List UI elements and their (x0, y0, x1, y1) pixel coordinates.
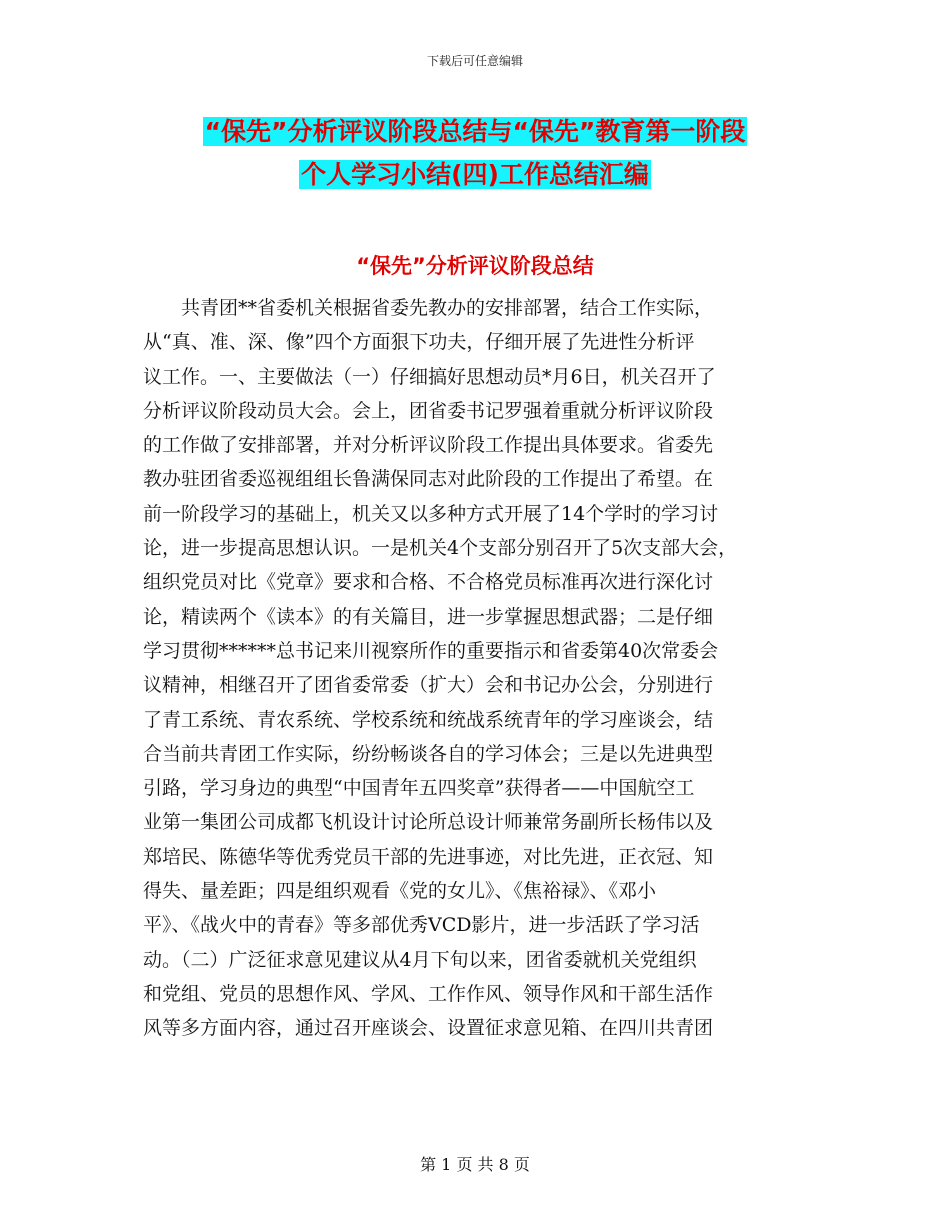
title-line-2-text: 个人学习小结(四)工作总结汇编 (301, 160, 649, 189)
body-line: 论，精读两个《读本》的有关篇目，进一步掌握思想武器；二是仔细 (143, 605, 714, 628)
body-line: 郑培民、陈德华等优秀党员干部的先进事迹，对比先进，正衣冠、知 (143, 845, 714, 868)
body-line: 引路，学习身边的典型“中国青年五四奖章”获得者——中国航空工 (143, 777, 695, 800)
body-line: 议工作。一、主要做法（一）仔细搞好思想动员*月6日，机关召开了 (143, 365, 716, 388)
title-line-2 (0, 153, 950, 196)
body-line: 组织党员对比《党章》要求和合格、不合格党员标准再次进行深化讨 (143, 571, 714, 594)
body-paragraph (143, 291, 823, 1046)
body-line: 和党组、党员的思想作风、学风、工作作风、领导作风和干部生活作 (143, 982, 714, 1005)
body-line: 业第一集团公司成都飞机设计讨论所总设计师兼常务副所长杨伟以及 (143, 811, 714, 834)
header-note: 下载后可任意编辑 (426, 54, 523, 68)
body-line: 得失、量差距；四是组织观看《党的女儿》、《焦裕禄》、《邓小 (143, 880, 657, 903)
section-heading: “保先”分析评议阶段总结 (356, 254, 594, 278)
body-line: 前一阶段学习的基础上，机关又以多种方式开展了14个学时的学习讨 (143, 502, 719, 525)
body-line: 学习贯彻******总书记来川视察所作的重要指示和省委第40次常委会 (143, 639, 719, 662)
body-line: 从“真、准、深、像”四个方面狠下功夫，仔细开展了先进性分析评 (143, 331, 695, 354)
body-line: 议精神，相继召开了团省委常委（扩大）会和书记办公会，分别进行 (143, 674, 714, 697)
body-line: 平》、《战火中的青春》等多部优秀VCD影片，进一步活跃了学习活 (143, 914, 700, 937)
body-line: 风等多方面内容，通过召开座谈会、设置征求意见箱、在四川共青团 (143, 1017, 714, 1040)
body-line: 分析评议阶段动员大会。会上，团省委书记罗强着重就分析评议阶段 (143, 399, 714, 422)
body-line: 论，进一步提高思想认识。一是机关4个支部分别召开了5次支部大会， (143, 537, 738, 560)
body-line: 教办驻团省委巡视组组长鲁满保同志对此阶段的工作提出了希望。在 (143, 468, 714, 491)
body-line: 合当前共青团工作实际，纷纷畅谈各自的学习体会；三是以先进典型 (143, 742, 714, 765)
page-number-footer: 第 1 页 共 8 页 (420, 1155, 530, 1174)
title-line-1-text: “保先”分析评议阶段总结与“保先”教育第一阶段 (204, 117, 746, 146)
document-title (0, 110, 950, 196)
body-line: 了青工系统、青农系统、学校系统和统战系统青年的学习座谈会，结 (143, 708, 714, 731)
title-line-1 (0, 110, 950, 153)
body-line: 共青团**省委机关根据省委先教办的安排部署，结合工作实际， (181, 297, 714, 319)
body-line: 动。（二）广泛征求意见建议从4月下旬以来，团省委就机关党组织 (143, 948, 697, 971)
body-line: 的工作做了安排部署，并对分析评议阶段工作提出具体要求。省委先 (143, 434, 714, 457)
